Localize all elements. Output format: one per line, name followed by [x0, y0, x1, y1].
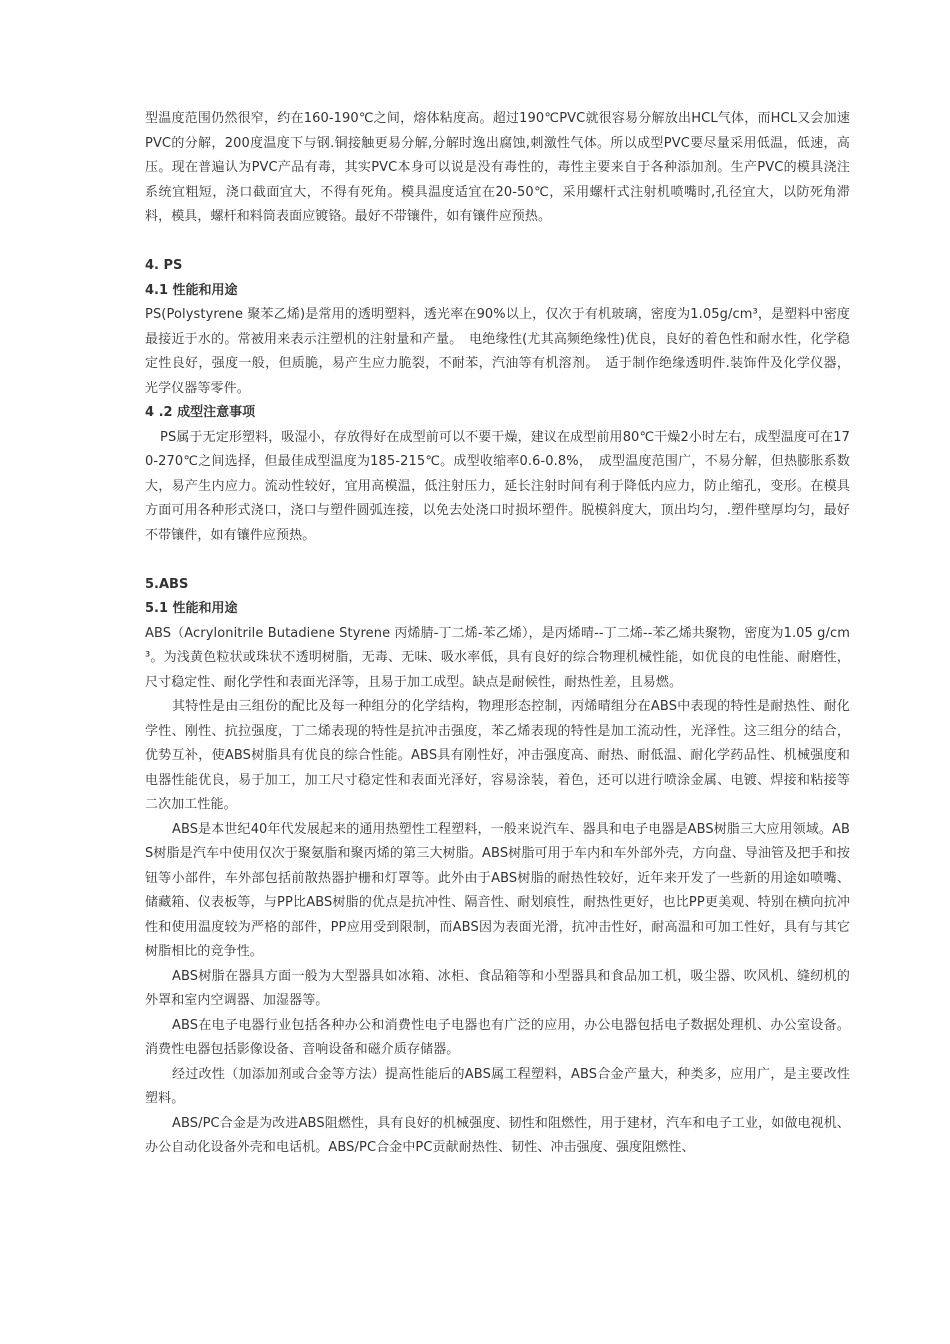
section-gap — [145, 230, 850, 255]
ps-molding-paragraph: PS属于无定形塑料，吸湿小，存放得好在成型前可以不要干燥，建议在成型前用80℃干燥2小时左右，成型温度可在170-270℃之间选择，但最佳成型温度为185-215℃。成型收缩率0.6-0.8%， 成型温度范围广，不易分解，但热膨胀系数大，易产生内应力。流动性较好，宜用高模温，低注射压力，延长注射时间有利于降低内应力，防止缩孔，变形。在模具方面可用各种形式浇口，浇口与塑件圆弧连接，以免去处浇口时损坏塑件。脱模斜度大，顶出均匀，.塑件壁厚均匀，最好不带镶件，如有镶件应预热。 — [145, 429, 850, 543]
subheading-ps-properties: 4.1 性能和用途 — [145, 282, 238, 298]
section-heading-ps: 4. PS — [145, 258, 183, 273]
document-body — [145, 107, 850, 1161]
abs-characteristics-paragraph: 其特性是由三组份的配比及每一种组分的化学结构，物理形态控制，丙烯晴组分在ABS中表现的特性是耐热性、耐化学性、刚性、抗拉强度，丁二烯表现的特性是抗冲击强度，苯乙烯表现的特性是加工流动性，光泽性。这三组分的结合，优势互补，使ABS树脂具有优良的综合性能。ABS具有刚性好，冲击强度高、耐热、耐低温、耐化学药品性、机械强度和电器性能优良，易于加工，加工尺寸稳定性和表面光泽好，容易涂装，着色，还可以进行喷涂金属、电镀、焊接和粘接等二次加工性能。 — [145, 699, 850, 812]
section-heading-abs: 5.ABS — [145, 576, 189, 592]
abs-automotive-paragraph: ABS是本世纪40年代发展起来的通用热塑性工程塑料，一般来说汽车、器具和电子电器是ABS树脂三大应用领域。ABS树脂是汽车中使用仅次于聚氨脂和聚丙烯的第三大树脂。ABS树脂可用于车内和车外部外壳，方向盘、导油管及把手和按钮等小部件，车外部包括前散热器护栅和灯罩等。此外由于ABS树脂的耐热性较好，近年来开发了一些新的用途如喷嘴、储藏箱、仪表板等，与PP比ABS树脂的优点是抗冲性、隔音性、耐划痕性，耐热性更好，也比PP更美观、特别在横向抗冲性和使用温度较为严格的部件，PP应用受到限制，而ABS因为表面光滑，抗冲击性好，耐高温和可加工性好，具有与其它树脂相比的竞争性。 — [145, 821, 850, 959]
abs-electronics-paragraph: ABS在电子电器行业包括各种办公和消费性电子电器也有广泛的应用，办公电器包括电子数据处理机、办公室设备。消费性电器包括影像设备、音响设备和磁介质存储器。 — [145, 1017, 850, 1057]
ps-properties-paragraph: PS(Polystyrene 聚苯乙烯)是常用的透明塑料，透光率在90%以上，仅次于有机玻璃，密度为1.05g/cm³，是塑料中密度最接近于水的。常被用来表示注塑机的注射量和产量。 电绝缘性(尤其高频绝缘性)优良，良好的着色性和耐水性，化学稳定性良好，强度一般，但质脆，易产生应力脆裂，不耐苯，汽油等有机溶剂。 适于制作绝缘透明件.装饰件及化学仪器，光学仪器等零件。 — [145, 307, 850, 396]
subheading-abs-properties: 5.1 性能和用途 — [145, 601, 238, 616]
pvc-molding-paragraph: 型温度范围仍然很窄，约在160-190℃之间，熔体粘度高。超过190℃PVC就很容易分解放出HCL气体，而HCL又会加速PVC的分解，200度温度下与钢.铜接触更易分解,分解时逸出腐蚀,刺激性气体。所以成型PVC要尽量采用低温，低速，高压。现在普遍认为PVC产品有毒，其实PVC本身可以说是没有毒性的，毒性主要来自于各种添加剂。生产PVC的模具浇注系统宜粗短，浇口截面宜大，不得有死角。模具温度适宜在20-50℃，采用螺杆式注射机喷嘴时,孔径宜大，以防死角滞料，模具，螺杆和料筒表面应镀铬。最好不带镶件，如有镶件应预热。 — [145, 111, 850, 224]
subheading-ps-molding: 4 .2 成型注意事项 — [145, 405, 256, 420]
abs-pc-alloy-paragraph: ABS/PC合金是为改进ABS阻燃性，具有良好的机械强度、韧性和阻燃性，用于建材，汽车和电子工业，如做电视机、办公自动化设备外壳和电话机。ABS/PC合金中PC贡献耐热性、韧性、冲击强度、强度阻燃性、 — [145, 1115, 850, 1155]
abs-intro-paragraph: ABS（Acrylonitrile Butadiene Styrene 丙烯腈-丁二烯-苯乙烯），是丙烯晴--丁二烯--苯乙烯共聚物，密度为1.05 g/cm³。为浅黄色粒状或珠状不透明树脂，无毒、无味、吸水率低，具有良好的综合物理机械性能，如优良的电性能、耐磨性，尺寸稳定性、耐化学性和表面光泽等，且易于加工成型。缺点是耐候性，耐热性差，且易燃。 — [145, 625, 850, 690]
abs-modified-paragraph: 经过改性（加添加剂或合金等方法）提高性能后的ABS属工程塑料，ABS合金产量大，种类多，应用广，是主要改性塑料。 — [145, 1066, 850, 1106]
section-gap — [145, 548, 850, 573]
abs-appliance-paragraph: ABS树脂在器具方面一般为大型器具如冰箱、冰柜、食品箱等和小型器具和食品加工机，吸尘器、吹风机、缝纫机的外罩和室内空调器、加湿器等。 — [145, 968, 850, 1008]
